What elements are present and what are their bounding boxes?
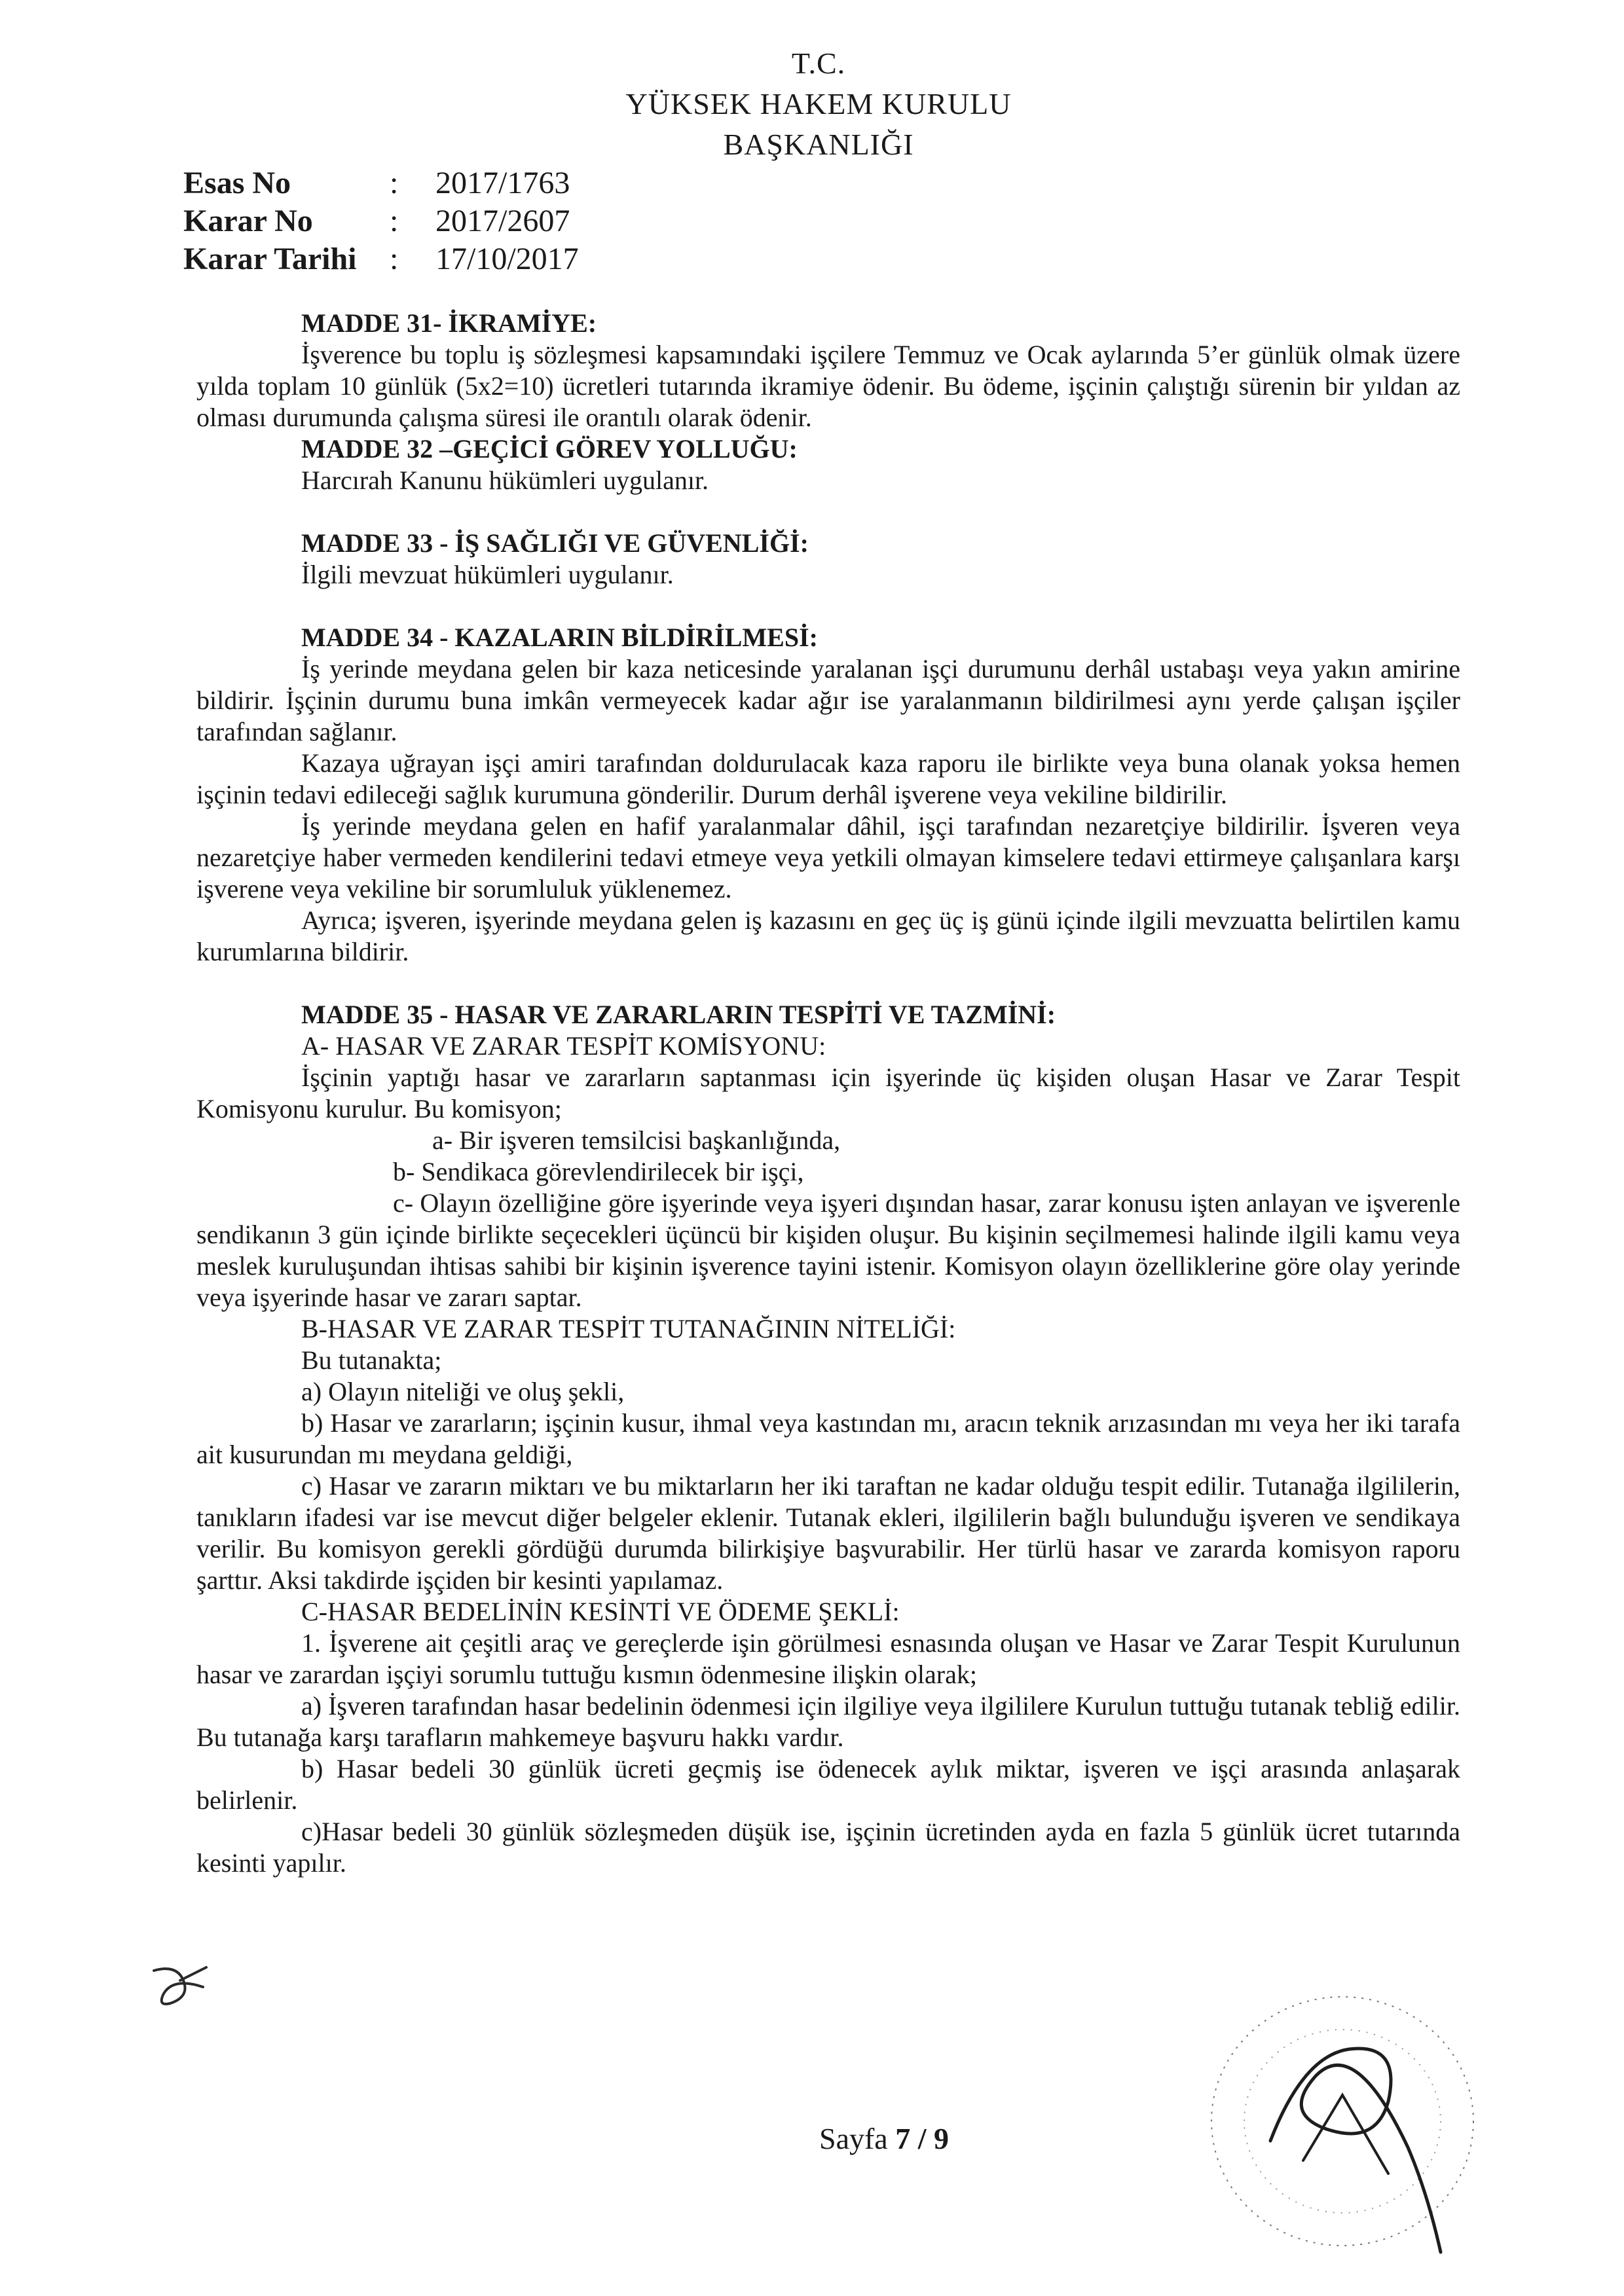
- karar-no-sep: :: [390, 204, 399, 238]
- madde-34-p2: Kazaya uğrayan işçi amiri tarafından doldurulacak kaza raporu ile birlikte veya buna olanak yoksa hemen işçinin tedavi edileceği sağlık kurumuna gönderilir. Durum derhâl işverene veya vekiline bildirilir.: [196, 748, 1460, 809]
- header-institution: YÜKSEK HAKEM KURULU: [625, 87, 1012, 120]
- madde-34-title: MADDE 34 - KAZALARIN BİLDİRİLMESİ:: [301, 623, 818, 652]
- section-b-item-b: b) Hasar ve zararların; işçinin kusur, ihmal veya kastından mı, aracın teknik arızasından mı veya her iki tarafa ait kusurundan mı meydana geldiği,: [196, 1408, 1460, 1469]
- karar-tarihi-label: Karar Tarihi: [183, 242, 357, 276]
- section-a-title: A- HASAR VE ZARAR TESPİT KOMİSYONU:: [301, 1031, 826, 1061]
- karar-no-label: Karar No: [183, 204, 313, 238]
- document-body: [196, 308, 1460, 1879]
- section-c-item-a: a) İşveren tarafından hasar bedelinin ödenmesi için ilgiliye veya ilgililere Kurulun tuttuğu tutanak tebliğ edilir. Bu tutanağa karşı tarafların mahkemeye başvuru hakkı vardır.: [196, 1691, 1460, 1752]
- margin-initial-mark: [144, 1958, 216, 2016]
- karar-no-value: 2017/2607: [435, 204, 570, 238]
- section-a-item-b: b- Sendikaca görevlendirilecek bir işçi,: [393, 1157, 804, 1186]
- page-footer: [786, 2121, 982, 2156]
- section-b-title: B-HASAR VE ZARAR TESPİT TUTANAĞININ NİTELİĞİ:: [301, 1314, 956, 1343]
- madde-34-p4: Ayrıca; işveren, işyerinde meydana gelen iş kazasını en geç üç iş günü içinde ilgili mevzuatta belirtilen kamu kurumlarına bildirir.: [196, 905, 1460, 966]
- karar-tarihi-sep: :: [390, 242, 399, 276]
- section-a-p1: İşçinin yaptığı hasar ve zararların saptanması için işyerinde üç kişiden oluşan Hasar ve Zarar Tespit Komisyonu kurulur. Bu komisyon;: [196, 1063, 1460, 1123]
- madde-34-p1: İş yerinde meydana gelen bir kaza neticesinde yaralanan işçi durumunu derhâl ustabaşı veya yakın amirine bildirir. İşçinin durumu buna imkân vermeyecek kadar ağır ise yaralanmanın bildirilmesi aynı yerde çalışan işçiler tarafından sağlanır.: [196, 654, 1460, 746]
- stamp-signature: [1192, 1977, 1493, 2265]
- page-number: 7 / 9: [895, 2122, 950, 2155]
- section-c-item-c: c)Hasar bedeli 30 günlük sözleşmeden düşük ise, işçinin ücretinden ayda en fazla 5 günlük ücret tutarında kesinti yapılır.: [196, 1817, 1460, 1878]
- madde-31-title: MADDE 31- İKRAMİYE:: [301, 308, 597, 338]
- section-b-intro: Bu tutanakta;: [301, 1345, 442, 1375]
- section-a-item-a: a- Bir işveren temsilcisi başkanlığında,: [432, 1125, 841, 1155]
- page-label: Sayfa: [819, 2122, 888, 2155]
- madde-33-text: İlgili mevzuat hükümleri uygulanır.: [301, 560, 674, 589]
- karar-tarihi-value: 17/10/2017: [435, 242, 579, 276]
- section-c-item-1: 1. İşverene ait çeşitli araç ve gereçlerde işin görülmesi esnasında oluşan ve Hasar ve Zarar Tespit Kurulunun hasar ve zarardan işçiyi sorumlu tuttuğu kısmın ödenmesine ilişkin olarak;: [196, 1628, 1460, 1689]
- section-c-item-b: b) Hasar bedeli 30 günlük ücreti geçmiş ise ödenecek aylık miktar, işveren ve işçi arasında anlaşarak belirlenir.: [196, 1754, 1460, 1815]
- madde-32-title: MADDE 32 –GEÇİCİ GÖREV YOLLUĞU:: [301, 434, 798, 464]
- section-c-title: C-HASAR BEDELİNİN KESİNTİ VE ÖDEME ŞEKLİ:: [301, 1597, 900, 1626]
- esas-no-value: 2017/1763: [435, 166, 570, 200]
- header-presidency: BAŞKANLIĞI: [723, 128, 914, 161]
- header-tc: T.C.: [791, 46, 846, 80]
- madde-33-title: MADDE 33 - İŞ SAĞLIĞI VE GÜVENLİĞİ:: [301, 528, 809, 558]
- esas-no-label: Esas No: [183, 166, 291, 200]
- esas-no-sep: :: [390, 166, 399, 200]
- madde-35-title: MADDE 35 - HASAR VE ZARARLARIN TESPİTİ VE TAZMİNİ:: [301, 1000, 1056, 1029]
- section-b-item-a: a) Olayın niteliği ve oluş şekli,: [301, 1377, 625, 1406]
- madde-32-text: Harcırah Kanunu hükümleri uygulanır.: [301, 465, 709, 495]
- madde-34-p3: İş yerinde meydana gelen en hafif yaralanmalar dâhil, işçi tarafından nezaretçiye bildirilir. İşveren veya nezaretçiye haber vermeden kendilerini tedavi etmeye veya yetkili olmayan kimselere tedavi ettirmeye çalışanlara karşı işverene veya vekiline bir sorumluluk yüklenemez.: [196, 811, 1460, 903]
- section-a-item-c: c- Olayın özelliğine göre işyerinde veya işyeri dışından hasar, zarar konusu işten anlayan ve işverenle sendikanın 3 gün içinde birlikte seçecekleri üçüncü bir kişiden oluşur. Bu kişinin seçilmemesi halinde ilgili kamu veya meslek kuruluşundan ihtisas sahibi bir kişinin işverence tayini istenir. Komisyon olayın özelliklerine göre olay yerinde veya işyerinde hasar ve zararı saptar.: [196, 1188, 1460, 1312]
- madde-31-text: İşverence bu toplu iş sözleşmesi kapsamındaki işçilere Temmuz ve Ocak aylarında 5’er günlük olmak üzere yılda toplam 10 günlük (5x2=10) ücretleri tutarında ikramiye ödenir. Bu ödeme, işçinin çalıştığı sürenin bir yıldan az olması durumunda çalışma süresi ile orantılı olarak ödenir.: [196, 340, 1460, 432]
- section-b-item-c: c) Hasar ve zararın miktarı ve bu miktarların her iki taraftan ne kadar olduğu tespit edilir. Tutanağa ilgililerin, tanıkların ifadesi var ise mevcut diğer belgeler eklenir. Tutanak ekleri, ilgililerin bağlı bulunduğu işveren ve sendikaya verilir. Bu komisyon gerekli gördüğü durumda bilirkişiye başvurabilir. Her türlü hasar ve zararda komisyon raporu şarttır. Aksi takdirde işçiden bir kesinti yapılamaz.: [196, 1471, 1460, 1595]
